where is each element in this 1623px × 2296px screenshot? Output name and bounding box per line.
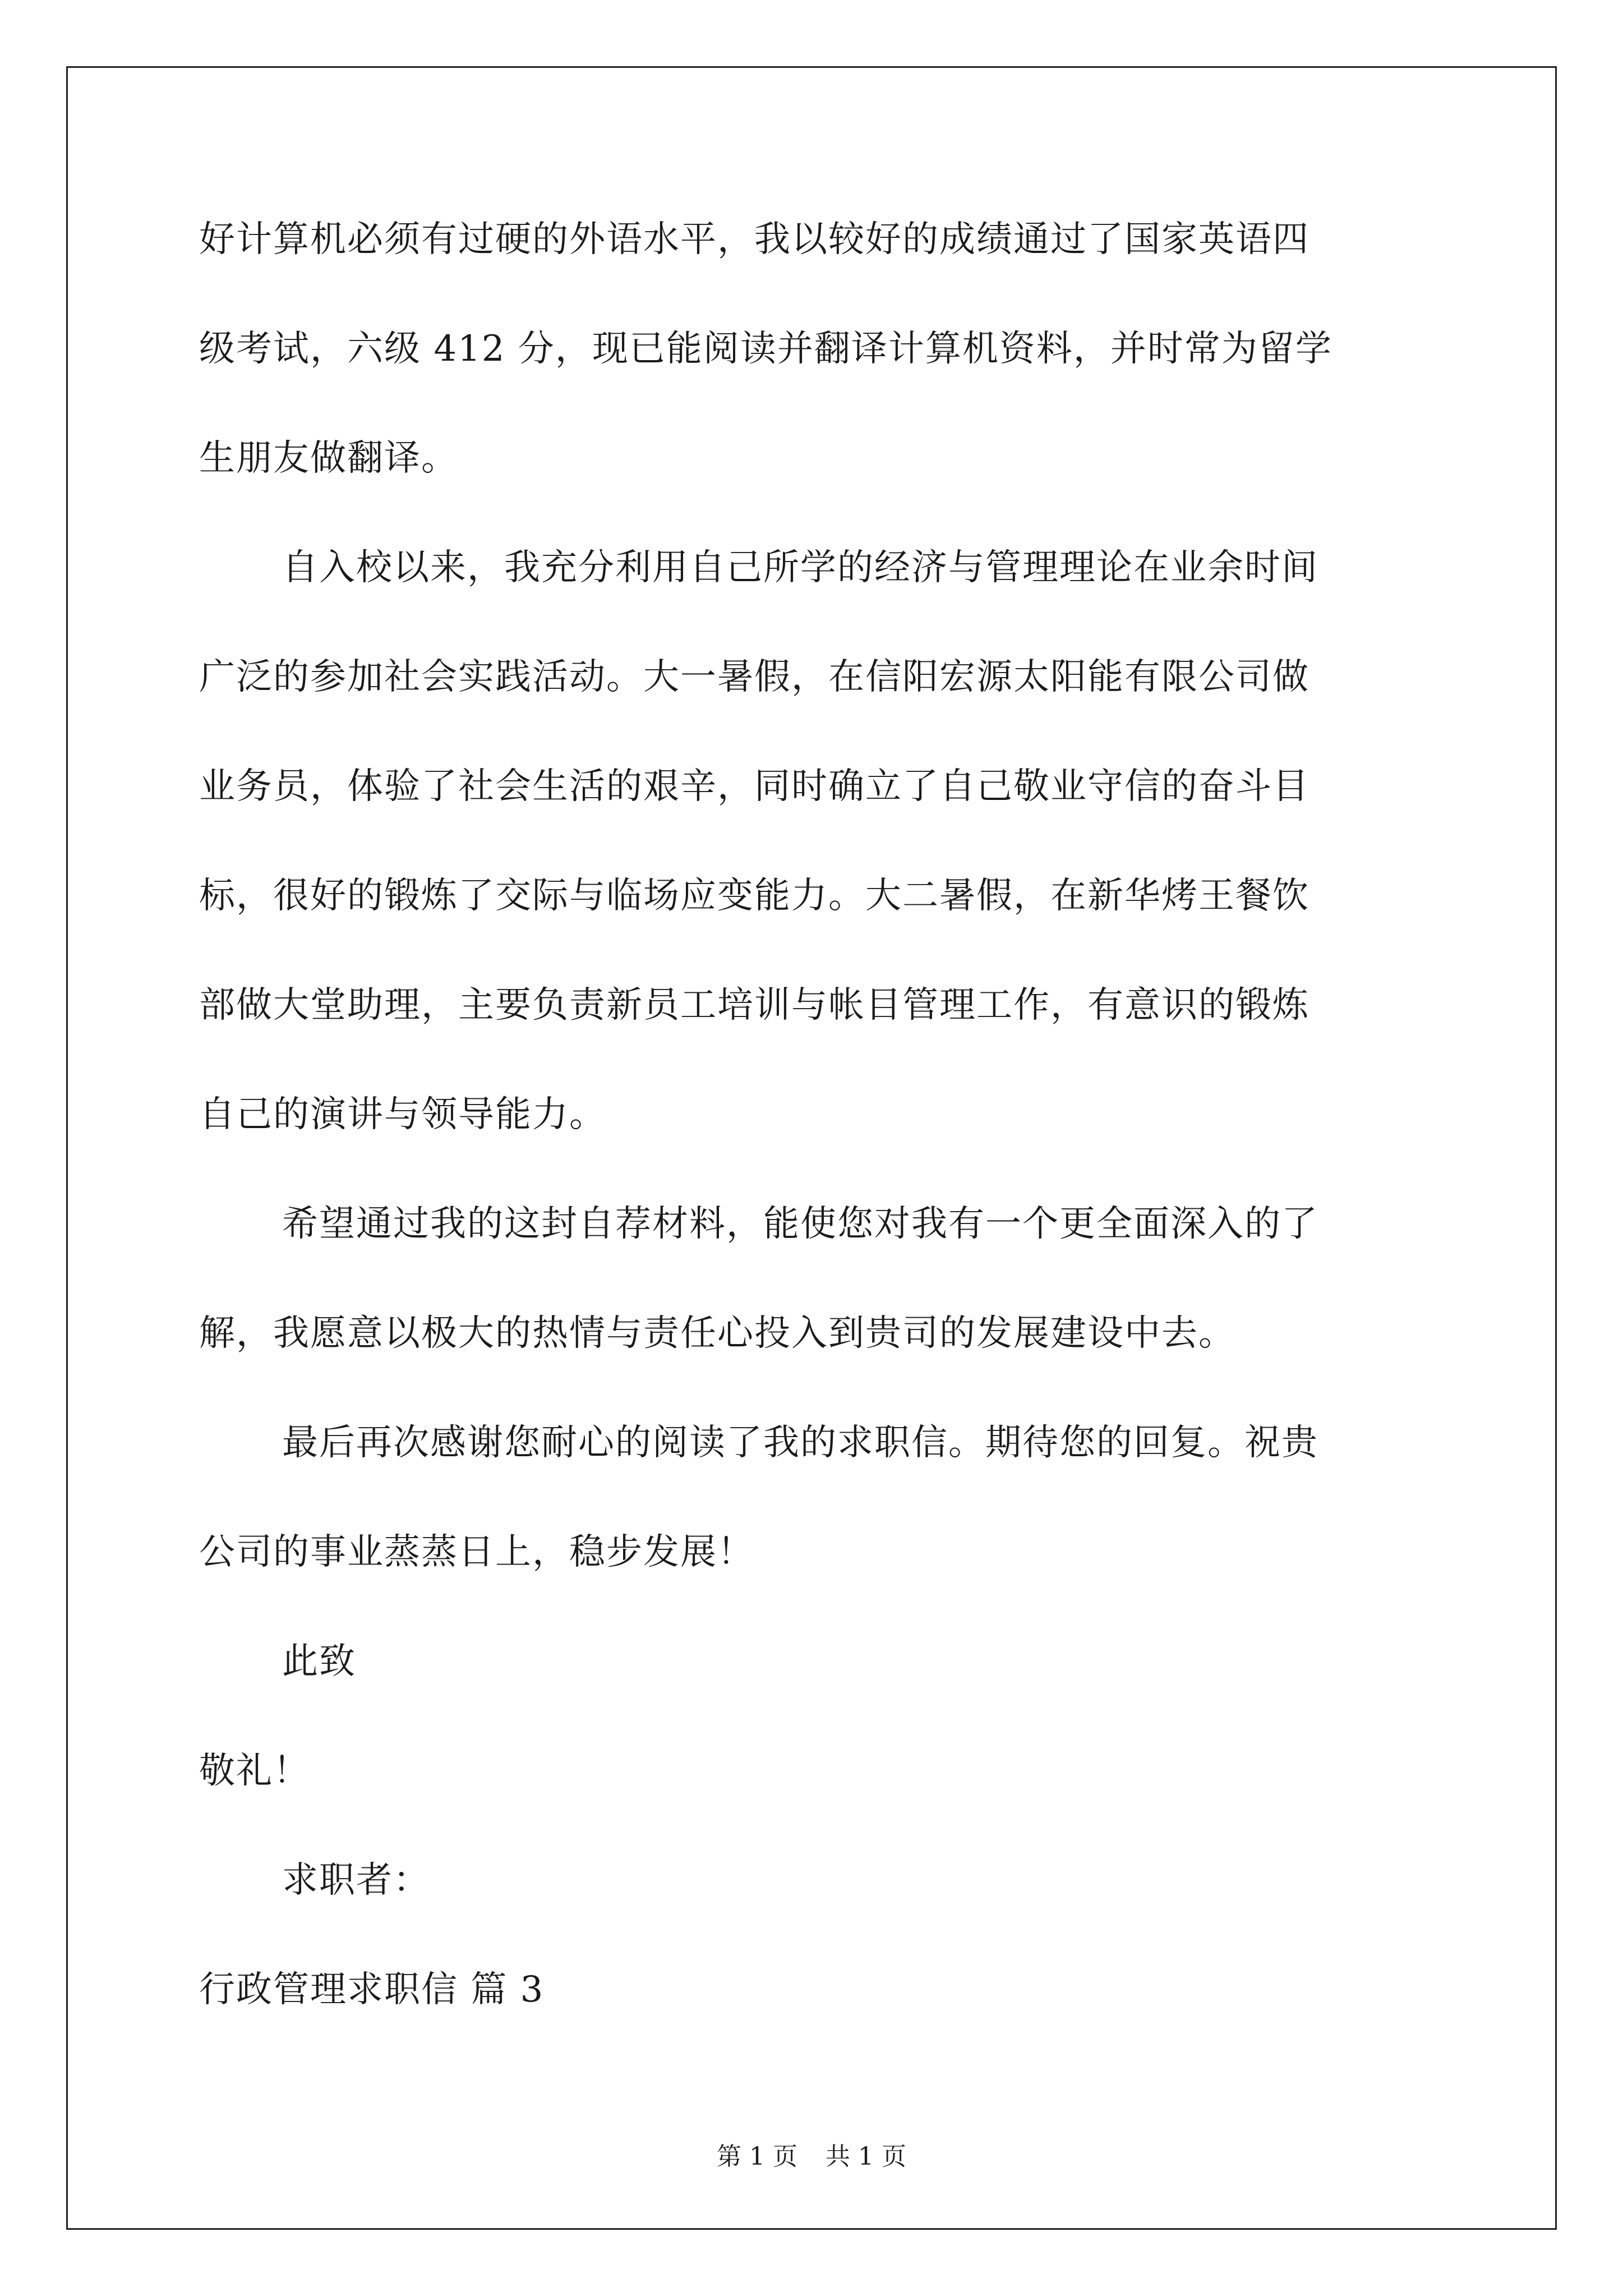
body-line: 级考试，六级 412 分，现已能阅读并翻译计算机资料，并时常为留学	[199, 328, 1332, 370]
body-line: 部做大堂助理，主要负责新员工培训与帐目管理工作，有意识的锻炼	[199, 984, 1310, 1026]
body-line: 广泛的参加社会实践活动。大一暑假，在信阳宏源太阳能有限公司做	[199, 656, 1310, 698]
body-line: 自己的演讲与领导能力。	[199, 1094, 606, 1135]
body-line: 公司的事业蒸蒸日上，稳步发展！	[199, 1531, 754, 1573]
closing-salutation: 此致	[282, 1641, 356, 1682]
closing-regards: 敬礼！	[199, 1750, 310, 1792]
page-number-total: 共 1 页	[826, 2142, 906, 2171]
paragraph-start-line: 最后再次感谢您耐心的阅读了我的求职信。期待您的回复。祝贵	[282, 1422, 1318, 1464]
body-line: 业务员，体验了社会生活的艰辛，同时确立了自己敬业守信的奋斗目	[199, 766, 1310, 807]
body-line: 好计算机必须有过硬的外语水平，我以较好的成绩通过了国家英语四	[199, 219, 1310, 260]
paragraph-start-line: 希望通过我的这封自荐材料，能使您对我有一个更全面深入的了	[282, 1203, 1318, 1245]
body-line: 解，我愿意以极大的热情与责任心投入到贵司的发展建设中去。	[199, 1313, 1235, 1354]
section-heading: 行政管理求职信 篇 3	[199, 1969, 545, 2010]
page-number-current: 第 1 页	[717, 2142, 797, 2171]
paragraph-start-line: 自入校以来，我充分利用自己所学的经济与管理理论在业余时间	[282, 547, 1318, 588]
body-line: 生朋友做翻译。	[199, 438, 458, 479]
body-line: 标，很好的锻炼了交际与临场应变能力。大二暑假，在新华烤王餐饮	[199, 875, 1310, 917]
signature-label: 求职者：	[282, 1860, 430, 1901]
document-body	[199, 185, 1427, 2045]
page-footer	[0, 2140, 1623, 2174]
